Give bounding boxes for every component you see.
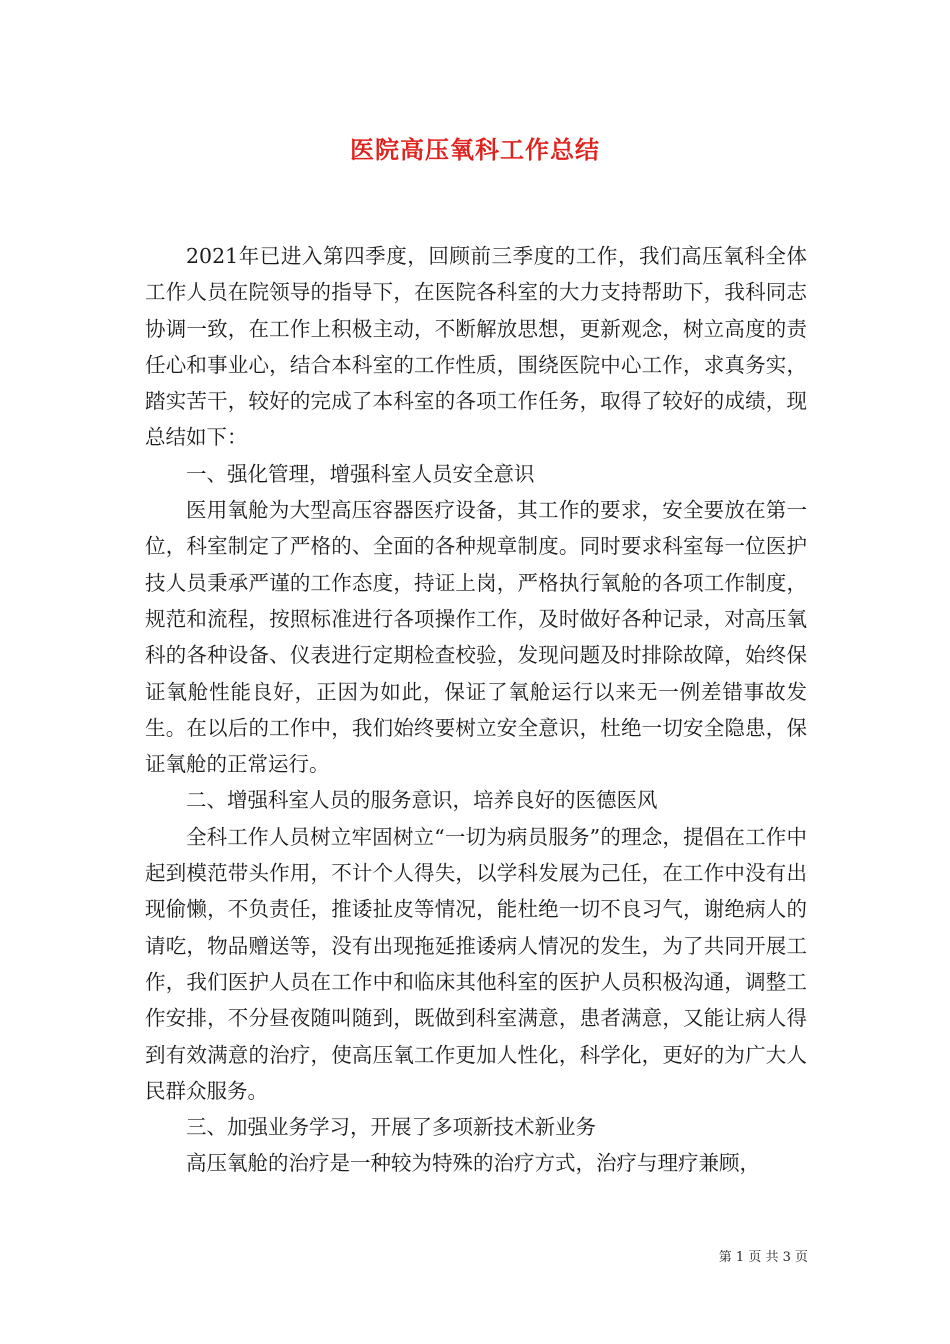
section-paragraph-2: 全科工作人员树立牢固树立“一切为病员服务”的理念，提倡在工作中起到模范带头作用，不计个人得失，以学科发展为己任，在工作中没有出现偷懒，不负责任，推诿扯皮等情况，能杜绝一切不良习气，谢绝病人的请吃，物品赠送等，没有出现拖延推诿病人情况的发生，为了共同开展工作，我们医护人员在工作中和临床其他科室的医护人员积极沟通，调整工作安排，不分昼夜随叫随到，既做到科室满意，患者满意，又能让病人得到有效满意的治疗，使高压氧工作更加人性化，科学化，更好的为广大人民群众服务。 [145, 824, 807, 1103]
section-paragraph-3: 高压氧舱的治疗是一种较为特殊的治疗方式，治疗与理疗兼顾， [186, 1151, 760, 1176]
section-heading-1: 一、强化管理，增强科室人员安全意识 [186, 461, 535, 486]
section-paragraph-1: 医用氧舱为大型高压容器医疗设备，其工作的要求，安全要放在第一位，科室制定了严格的、全面的各种规章制度。同时要求科室每一位医护技人员秉承严谨的工作态度，持证上岗，严格执行氧舱的各项工作制度，规范和流程，按照标准进行各项操作工作，及时做好各种记录，对高压氧科的各种设备、仪表进行定期检查校验，发现问题及时排除故障，始终保证氧舱性能良好，正因为如此，保证了氧舱运行以来无一例差错事故发生。在以后的工作中，我们始终要树立安全意识，杜绝一切安全隐患，保证氧舱的正常运行。 [145, 498, 807, 777]
document-title: 医院高压氧科工作总结 [350, 135, 600, 164]
page-number: 第 1 页 共 3 页 [718, 1250, 808, 1265]
document-body [145, 238, 807, 1182]
intro-paragraph: 2021年已进入第四季度，回顾前三季度的工作，我们高压氧科全体工作人员在院领导的指导下，在医院各科室的大力支持帮助下，我科同志协调一致，在工作上积极主动，不断解放思想，更新观念，树立高度的责任心和事业心，结合本科室的工作性质，围绕医院中心工作，求真务实，踏实苦干，较好的完成了本科室的各项工作任务，取得了较好的成绩，现总结如下： [145, 244, 807, 450]
section-heading-2: 二、增强科室人员的服务意识，培养良好的医德医风 [186, 788, 658, 813]
section-heading-3: 三、加强业务学习，开展了多项新技术新业务 [186, 1115, 596, 1140]
